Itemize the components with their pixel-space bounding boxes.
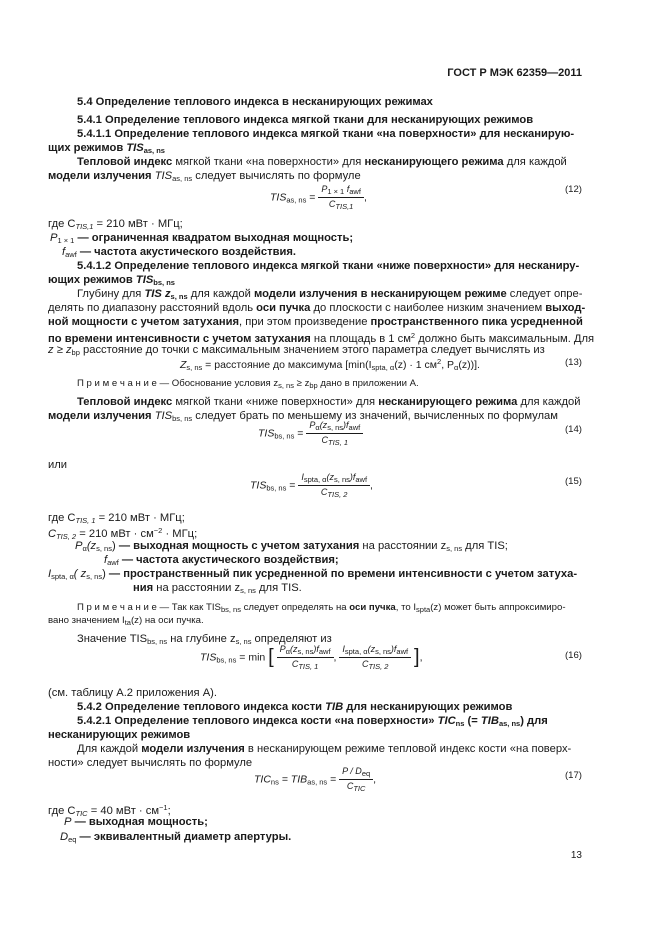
- eq-symbol: (z: [326, 472, 335, 482]
- eq-subscript: bs, ns: [266, 483, 287, 493]
- symbol: P: [64, 816, 72, 828]
- subscript: as, ns: [172, 174, 193, 183]
- text: для каждой: [517, 396, 581, 408]
- eq-subscript: s, ns: [186, 363, 203, 372]
- term: пространственного пика усредненной: [370, 316, 583, 328]
- eq-subscript: awf: [396, 647, 409, 656]
- heading-symbol: TIB: [480, 715, 499, 727]
- text: где C: [48, 218, 76, 230]
- definition-p: [64, 815, 208, 829]
- eq-subscript: spta, α: [344, 647, 368, 656]
- denominator: [318, 198, 364, 211]
- term: несканирующего режима: [364, 156, 504, 168]
- paragraph-3-line1: [77, 395, 581, 409]
- eq-symbol: Z: [180, 359, 187, 371]
- note-text: вано значением I: [48, 615, 125, 626]
- paragraph-2-line3: [48, 315, 583, 329]
- eq-symbol: TIS: [250, 479, 267, 492]
- eq-symbol: (z: [367, 644, 376, 654]
- term: модели излучения в несканирующем режиме: [253, 288, 507, 300]
- heading-subscript: bs, ns: [153, 278, 175, 287]
- see-table-reference: (см. таблицу А.2 приложения А).: [48, 687, 218, 699]
- subscript: α: [82, 544, 87, 553]
- numerator: [277, 644, 334, 658]
- subscript: TIS, 1: [75, 516, 96, 525]
- definition-deq: [60, 830, 291, 847]
- fraction: [306, 420, 363, 447]
- eq-symbol: C: [291, 659, 299, 669]
- heading-text: ющих режимов: [48, 274, 136, 286]
- eq-superscript: 2: [437, 357, 442, 366]
- fraction-1: [277, 644, 334, 671]
- paragraph-5-line2: ности» следует вычислять по формуле: [48, 757, 253, 769]
- definition-text: — ограниченная квадратом выходная мощность;: [74, 232, 354, 244]
- eq-subscript: s, ns: [334, 475, 350, 484]
- subscript: eq: [68, 835, 77, 844]
- definition-ispta-line2: [133, 581, 302, 598]
- symbol: P: [75, 540, 83, 552]
- eq-subscript: 1 × 1: [327, 187, 345, 196]
- section-5-4-2-heading: [77, 700, 512, 714]
- definition-text: — пространственный пик усредненной по времени интенсивности с учетом затуха-: [105, 568, 578, 580]
- symbol: I: [48, 568, 52, 580]
- eq-subscript: TIS,1: [335, 202, 354, 211]
- text: должно быть максимальным. Для: [415, 333, 595, 345]
- eq-symbol: P: [309, 420, 316, 430]
- subscript: s, ns: [278, 381, 294, 390]
- note-text: , то I: [395, 602, 417, 613]
- eq-subscript: TIS, 2: [327, 490, 348, 499]
- text: = 40 мВт · см: [87, 805, 160, 817]
- note-text: (z) на оси пучка.: [130, 615, 204, 626]
- paragraph-2-line2: [48, 301, 585, 315]
- definition-ispta-line1: [48, 567, 577, 584]
- eq-symbol: P / D: [342, 766, 362, 776]
- subscript: s, ns: [446, 544, 463, 553]
- eq-subscript: TIS, 1: [328, 438, 349, 447]
- text: для TIS;: [462, 540, 508, 552]
- symbol: f: [104, 554, 108, 566]
- eq-subscript: spta, α: [371, 363, 395, 372]
- superscript: −2: [153, 526, 163, 535]
- denominator: [298, 486, 370, 499]
- subscript: spta: [416, 605, 431, 614]
- eq-text: = min: [236, 651, 266, 664]
- text: = 210 мВт · МГц;: [93, 218, 183, 230]
- equation-15: $TIS_{bs, ns}$ = $\frac{I_{spta, \alpha}(z_{s, ns})f_{awf}}{C_{TIS, 2}}$ ,: [250, 472, 373, 499]
- fraction: [339, 766, 373, 793]
- eq-symbol: TIS: [258, 427, 275, 440]
- text: · МГц;: [162, 528, 198, 540]
- numerator: [339, 644, 411, 658]
- note-1: [77, 377, 419, 392]
- term: модели излучения: [141, 743, 245, 755]
- equation-number-14: (14): [564, 424, 582, 435]
- eq-text: , P: [441, 359, 455, 371]
- eq-symbol: I: [301, 472, 304, 482]
- heading-symbol: TIS: [126, 142, 144, 154]
- subscript: TIC: [75, 809, 88, 818]
- text: следует брать по меньшему из значений, вычисленных по формулам: [192, 410, 558, 422]
- eq-symbol: (z: [290, 644, 298, 654]
- eq-symbol: C: [328, 199, 336, 209]
- text: следует вычислять по формуле: [192, 170, 361, 182]
- eq-symbol: = TIB: [278, 773, 308, 786]
- eq-symbol: f: [346, 184, 350, 194]
- eq-symbol: C: [320, 487, 328, 497]
- subscript: TIS, 2: [56, 532, 77, 541]
- fraction: [298, 472, 370, 499]
- term: Тепловой индекс: [77, 156, 173, 168]
- definition-text: — выходная мощность;: [71, 816, 208, 828]
- eq-text: = расстояние до максимума [min(I: [202, 359, 372, 371]
- text: расстояние до точки с максимальным значением этого параметра следует вычислять из: [79, 344, 545, 356]
- eq-symbol: P: [321, 184, 328, 194]
- heading-symbol: TIC: [437, 715, 456, 727]
- eq-symbol: )f: [343, 420, 349, 430]
- eq-subscript: α: [315, 423, 320, 432]
- text: где C: [48, 512, 76, 524]
- eq-symbol: TIS: [270, 191, 287, 204]
- text: , при этом произведение: [239, 316, 371, 328]
- eq-text: (z))].: [458, 359, 480, 371]
- note-text: — Обоснование условия z: [156, 378, 279, 389]
- eq-subscript: ns: [270, 777, 279, 787]
- heading-text: щих режимов: [48, 142, 127, 154]
- eq-subscript: s, ns: [297, 647, 314, 656]
- eq-subscript: s, ns: [375, 647, 391, 656]
- equation-number-15: (15): [564, 476, 582, 487]
- text: делять по диапазону расстояний вдоль: [48, 302, 257, 314]
- text: мягкой ткани «ниже поверхности» для: [172, 396, 379, 408]
- subscript: s, ns: [170, 292, 188, 301]
- denominator: [306, 434, 363, 447]
- eq-subscript: spta, α: [303, 475, 327, 484]
- text: определяют из: [251, 633, 332, 645]
- symbol: D: [60, 831, 69, 843]
- symbol: P: [50, 232, 58, 244]
- document-header: ГОСТ Р МЭК 62359—2011: [447, 67, 582, 79]
- eq-text: (z) · 1 см: [394, 359, 438, 371]
- note-text: — Так как TIS: [156, 602, 221, 613]
- text: ): [102, 568, 106, 580]
- numerator: [298, 472, 370, 486]
- text: для TIS.: [255, 582, 302, 594]
- eq-symbol: )f: [349, 472, 356, 482]
- right-bracket: ]: [414, 646, 420, 668]
- denominator: [339, 658, 411, 671]
- eq-symbol: )f: [390, 644, 397, 654]
- note-label: П р и м е ч а н и е: [77, 378, 157, 389]
- equation-12: $TIS_{as, ns}$ = $\frac{P_{1 \times 1} f_{awf}}{C_{TIS,1}}$ ,: [270, 184, 367, 211]
- text: на расстоянии z: [359, 540, 447, 552]
- subscript: bp: [309, 381, 318, 390]
- subscript: s, ns: [86, 572, 103, 581]
- note-text: следует определять на: [240, 602, 350, 613]
- eq-subscript: TIS, 1: [298, 662, 319, 671]
- term: выход-: [545, 302, 586, 314]
- eq-subscript: eq: [361, 769, 371, 778]
- eq-symbol: C: [321, 435, 328, 445]
- eq-symbol: TIS: [200, 651, 217, 664]
- equation-number-13: (13): [564, 357, 582, 368]
- eq-subscript: α: [285, 647, 291, 656]
- note-text: дано в приложении А.: [317, 378, 419, 389]
- subscript: s, ns: [240, 586, 256, 595]
- or-text: или: [48, 459, 68, 471]
- subscript: awf: [107, 558, 119, 567]
- equation-number-17: (17): [564, 770, 582, 781]
- text: Глубину для: [77, 288, 145, 300]
- paragraph-1-line1: [77, 155, 567, 169]
- symbol: ( z: [73, 568, 87, 580]
- eq-subscript: awf: [318, 647, 331, 656]
- term: несканирующего режима: [378, 396, 518, 408]
- subscript: TIS,1: [75, 222, 94, 231]
- subscript: s, ns: [96, 544, 112, 553]
- eq-symbol: C: [361, 659, 369, 669]
- fraction-2: [339, 644, 411, 671]
- note-2-line2: [48, 614, 204, 629]
- subscript: awf: [65, 250, 77, 259]
- heading-text: (=: [464, 715, 481, 727]
- text: для каждой: [503, 156, 567, 168]
- eq-subscript: as, ns: [286, 195, 307, 205]
- subscript: bs, ns: [172, 414, 193, 423]
- subscript: bs, ns: [147, 637, 168, 646]
- text: в несканирующем режиме тепловой индекс кости «на поверх-: [244, 743, 572, 755]
- numerator: [306, 420, 363, 434]
- symbol: TIS: [151, 410, 173, 422]
- text: = 210 мВт · см: [76, 528, 154, 540]
- text: = 210 мВт · МГц;: [95, 512, 185, 524]
- text: Для каждой: [77, 743, 142, 755]
- eq-symbol: )f: [313, 644, 319, 654]
- heading-text: 5.4.2.1 Определение теплового индекса кости «на поверхности»: [77, 715, 438, 727]
- paragraph-5-line1: [77, 742, 571, 756]
- term: модели излучения: [48, 410, 152, 422]
- left-bracket: [: [268, 646, 274, 668]
- denominator: [339, 780, 373, 793]
- heading-subscript: as, ns: [498, 719, 521, 728]
- term: Тепловой индекс: [77, 396, 173, 408]
- eq-subscript: TIC: [353, 784, 366, 793]
- definition-text: — частота акустического воздействия.: [76, 246, 296, 258]
- eq-subscript: s, ns: [327, 423, 344, 432]
- equation-13: [180, 357, 480, 372]
- symbol: (z: [86, 540, 97, 552]
- equation-17: $TIC_{ns} = TIB_{as, ns}$ = $\frac{P / D_{eq}}{C_{TIC}}$ ,: [254, 766, 377, 793]
- term: оси пучка: [349, 602, 396, 613]
- subscript: ta: [124, 618, 131, 627]
- note-label: П р и м е ч а н и е: [77, 602, 157, 613]
- subscript: bs, ns: [220, 605, 241, 614]
- section-5-4-1-heading: 5.4.1 Определение теплового индекса мягкой ткани для несканирующих режимов: [77, 114, 534, 126]
- equation-number-12: (12): [564, 184, 582, 195]
- text: на расстоянии z: [153, 582, 241, 594]
- term: ной мощности с учетом затухания: [48, 316, 239, 328]
- heading-text: ) для: [520, 715, 548, 727]
- subscript: spta, α: [51, 572, 74, 581]
- heading-subscript: ns: [455, 719, 465, 728]
- text: до плоскости с наиболее низким значением: [310, 302, 546, 314]
- eq-subscript: TIS, 2: [368, 662, 389, 671]
- term: оси пучка: [256, 302, 311, 314]
- eq-symbol: C: [346, 781, 354, 791]
- text: Значение TIS: [77, 633, 148, 645]
- text: следует опре-: [506, 288, 583, 300]
- text: ): [111, 540, 116, 552]
- section-5-4-1-1-heading-line1: 5.4.1.1 Определение теплового индекса мягкой ткани «на поверхности» для несканирую-: [77, 128, 575, 140]
- heading-symbol: TIS: [135, 274, 154, 286]
- subscript: bp: [71, 348, 80, 357]
- text: на площадь в 1 см: [310, 333, 411, 345]
- fraction: [318, 184, 364, 211]
- subscript: s, ns: [235, 637, 252, 646]
- heading-text: 5.4.2 Определение теплового индекса кости: [77, 701, 326, 713]
- definition-text: — частота акустического воздействия;: [118, 554, 339, 566]
- symbol: C: [48, 528, 57, 540]
- note-text: ≥ z: [293, 378, 310, 389]
- eq-symbol: P: [279, 644, 286, 654]
- symbol: f: [62, 246, 66, 258]
- symbol: z ≥ z: [48, 344, 72, 356]
- definition-text: ния: [133, 582, 154, 594]
- symbol: TIS z: [144, 288, 171, 300]
- eq-subscript: awf: [348, 423, 361, 432]
- equation-14: $TIS_{bs, ns}$ = $\frac{P_\alpha(z_{s, ns})f_{awf}}{C_{TIS, 1}}$: [258, 420, 363, 447]
- numerator: [339, 766, 373, 780]
- subscript: 1 × 1: [57, 236, 75, 245]
- definition-text: — выходная мощность с учетом затухания: [115, 540, 360, 552]
- eq-subscript: awf: [355, 475, 368, 484]
- equation-number-16: (16): [564, 650, 582, 661]
- numerator: [318, 184, 364, 198]
- superscript: −1: [159, 803, 168, 812]
- symbol: TIS: [151, 170, 173, 182]
- text: где C: [48, 805, 76, 817]
- eq-symbol: (z: [319, 420, 328, 430]
- equation-16: $TIS_{bs, ns} = \min$ [ $\frac{P_\alpha(z_{s, ns})f_{awf}}{C_{TIS, 1}}$ , $\frac{I_{spta, \alpha}(z_{s, ns})f_{awf}}{C_{TIS, 2}}$ ],: [200, 644, 423, 671]
- section-5-4-2-1-heading-line2: несканирующих режимов: [48, 729, 191, 741]
- heading-subscript: as, ns: [143, 146, 165, 155]
- text: для каждой: [187, 288, 254, 300]
- heading-text: для несканирующих режимов: [343, 701, 513, 713]
- eq-symbol: TIC: [254, 773, 271, 786]
- eq-subscript: awf: [349, 187, 361, 196]
- term: модели излучения: [48, 170, 152, 182]
- page-number: 13: [570, 850, 582, 861]
- note-text: (z) может быть аппроксимиро-: [430, 602, 566, 613]
- definition-text: — эквивалентный диаметр апертуры.: [76, 831, 292, 843]
- eq-subscript: as, ns: [307, 777, 328, 787]
- superscript: 2: [410, 331, 416, 340]
- section-5-4-1-2-heading-line1: 5.4.1.2 Определение теплового индекса мягкой ткани «ниже поверхности» для несканиру-: [77, 260, 580, 272]
- eq-symbol: I: [342, 644, 345, 654]
- eq-subscript: α: [454, 363, 459, 372]
- text: мягкой ткани «на поверхности» для: [172, 156, 365, 168]
- eq-subscript: bs, ns: [274, 431, 295, 441]
- eq-subscript: bs, ns: [216, 655, 237, 665]
- denominator: [277, 658, 334, 671]
- section-5-4-heading: 5.4 Определение теплового индекса в несканирующих режимах: [77, 96, 433, 108]
- text: ;: [167, 805, 171, 817]
- term: по времени интенсивности с учетом затухания: [48, 333, 311, 345]
- heading-symbol: TIB: [325, 701, 344, 713]
- text: на глубине z: [167, 633, 236, 645]
